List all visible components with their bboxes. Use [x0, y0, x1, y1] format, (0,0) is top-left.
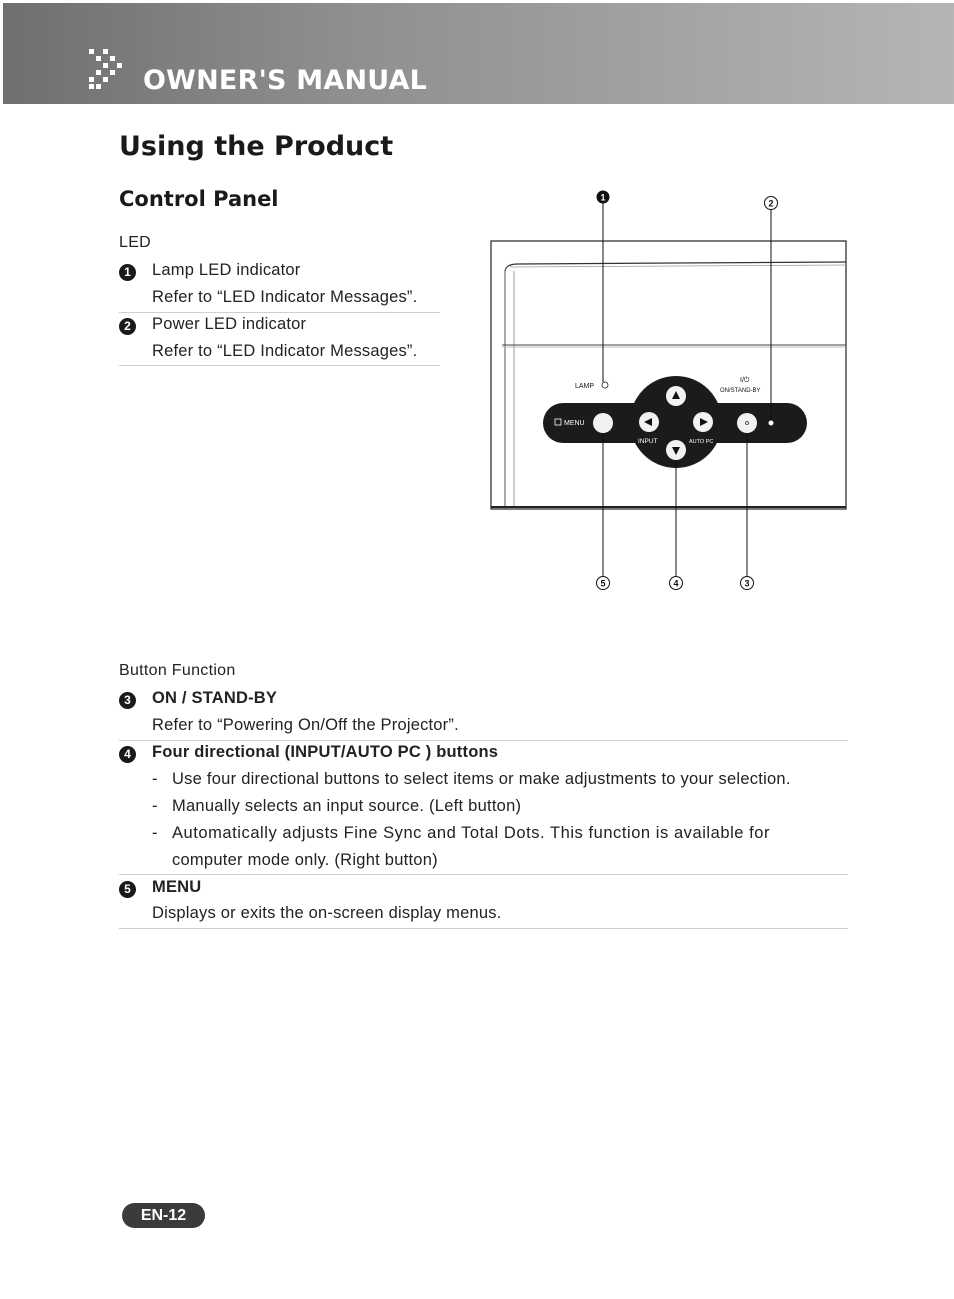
led-item-title: Lamp LED indicator	[152, 261, 301, 279]
button-item-desc: Displays or exits the on-screen display menus.	[152, 904, 502, 922]
led-item-title: Power LED indicator	[152, 315, 307, 333]
control-panel-diagram	[488, 186, 854, 594]
header-banner	[3, 3, 954, 104]
bullet-text: Manually selects an input source. (Left button)	[172, 797, 522, 815]
chevron-right-icon	[87, 47, 131, 91]
button-function-label: Button Function	[119, 662, 236, 679]
section-title: Control Panel	[119, 187, 279, 211]
led-item-power	[119, 315, 440, 366]
callout-number: 2	[119, 318, 136, 335]
page-title: Using the Product	[119, 131, 394, 162]
led-label: LED	[119, 234, 152, 251]
callout-number: 3	[119, 692, 136, 709]
menu-button	[593, 413, 613, 433]
power-symbol: I/⏻	[740, 377, 750, 384]
button-item-standby	[119, 689, 848, 741]
callout-5: 5	[600, 578, 606, 589]
bullet-text: computer mode only. (Right button)	[172, 851, 438, 869]
callout-2: 2	[768, 198, 774, 209]
callout-number: 1	[119, 264, 136, 281]
lamp-label: LAMP	[575, 383, 595, 390]
page-number: EN-12	[122, 1203, 205, 1228]
button-item-directional	[119, 743, 848, 875]
header-title: OWNER'S MANUAL	[143, 65, 428, 96]
button-item-title: ON / STAND-BY	[152, 689, 278, 707]
callout-3: 3	[744, 578, 750, 589]
autopc-label: AUTO PC	[689, 439, 714, 445]
callout-number: 4	[119, 746, 136, 763]
standby-label: ON/STAND-BY	[720, 388, 761, 394]
button-item-menu	[119, 878, 848, 929]
bullet-text: Automatically adjusts Fine Sync and Total Dots. This function is available for	[172, 824, 771, 842]
callout-number: 5	[119, 881, 136, 898]
led-item-desc: Refer to “LED Indicator Messages”.	[152, 288, 418, 306]
bullet-dash: -	[152, 824, 158, 842]
led-item-desc: Refer to “LED Indicator Messages”.	[152, 342, 418, 360]
bullet-dash: -	[152, 770, 158, 788]
menu-label: MENU	[564, 420, 585, 427]
callout-4: 4	[673, 578, 679, 589]
input-label: INPUT	[638, 438, 658, 445]
bullet-dash: -	[152, 797, 158, 815]
button-item-title: Four directional (INPUT/AUTO PC ) buttons	[152, 743, 499, 761]
led-item-lamp	[119, 261, 440, 313]
callout-1: 1	[600, 192, 606, 203]
button-item-desc: Refer to “Powering On/Off the Projector”.	[152, 716, 459, 734]
power-button	[737, 413, 757, 433]
button-item-title: MENU	[152, 878, 202, 896]
bullet-text: Use four directional buttons to select items or make adjustments to your selection.	[172, 770, 791, 788]
